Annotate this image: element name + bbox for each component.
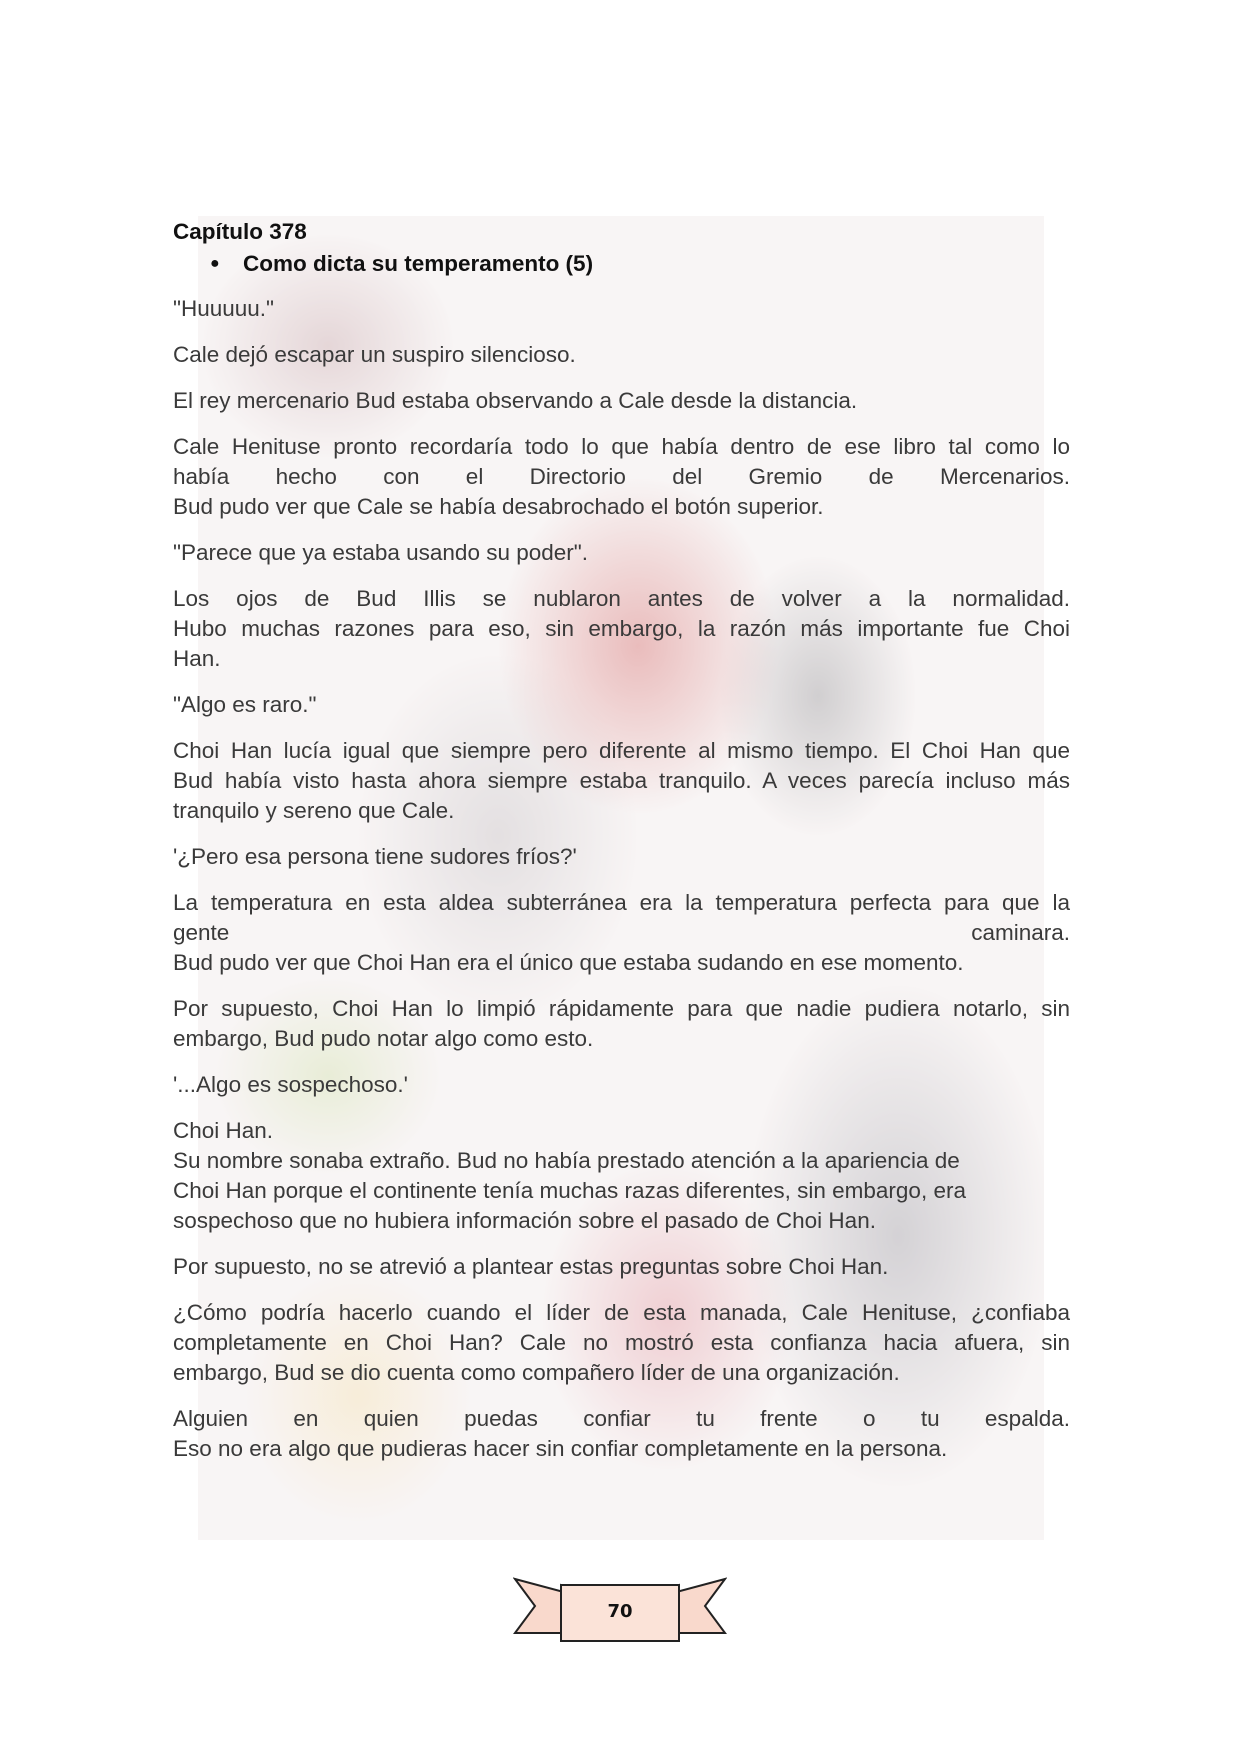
paragraph [173, 690, 1070, 720]
paragraph-line: Eso no era algo que pudieras hacer sin confiar completamente en la persona. [173, 1436, 948, 1461]
paragraph-line: Han. [173, 646, 221, 671]
paragraph [173, 340, 1070, 370]
paragraph-line: completamente en Choi Han? Cale no mostró esta confianza hacia afuera, sin [173, 1330, 1070, 1355]
paragraph-line: Choi Han porque el continente tenía muchas razas diferentes, sin embargo, era [173, 1178, 966, 1203]
paragraph [173, 1252, 1070, 1282]
paragraph-line: embargo, Bud se dio cuenta como compañero líder de una organización. [173, 1360, 900, 1385]
paragraph [173, 386, 1070, 416]
paragraph-line: Los ojos de Bud Illis se nublaron antes de volver a la normalidad. [173, 586, 1070, 611]
paragraph-line: Por supuesto, no se atrevió a plantear estas preguntas sobre Choi Han. [173, 1254, 889, 1279]
paragraph-line: Choi Han lucía igual que siempre pero diferente al mismo tiempo. El Choi Han que [173, 738, 1070, 763]
paragraph [173, 888, 1070, 978]
paragraph [173, 432, 1070, 522]
paragraph [173, 1298, 1070, 1388]
paragraph-line: sospechoso que no hubiera información sobre el pasado de Choi Han. [173, 1208, 876, 1233]
bullet-icon: ● [210, 255, 220, 272]
chapter-subtitle-text: Como dicta su temperamento (5) [243, 251, 594, 276]
paragraph-line: embargo, Bud pudo notar algo como esto. [173, 1026, 594, 1051]
paragraph [173, 736, 1070, 826]
paragraph [173, 842, 1070, 872]
paragraph-line: tranquilo y sereno que Cale. [173, 798, 455, 823]
paragraph-line: Bud había visto hasta ahora siempre estaba tranquilo. A veces parecía incluso más [173, 768, 1070, 793]
paragraph-line: Bud pudo ver que Cale se había desabrochado el botón superior. [173, 494, 824, 519]
paragraph-line: "Algo es raro." [173, 692, 317, 717]
paragraph-line: '...Algo es sospechoso.' [173, 1072, 408, 1097]
chapter-title: Capítulo 378 [173, 219, 307, 244]
paragraph-line: había hecho con el Directorio del Gremio de Mercenarios. [173, 464, 1070, 489]
paragraph-line: Cale dejó escapar un suspiro silencioso. [173, 342, 576, 367]
paragraph-line: El rey mercenario Bud estaba observando a Cale desde la distancia. [173, 388, 858, 413]
paragraph-line: ¿Cómo podría hacerlo cuando el líder de esta manada, Cale Henituse, ¿confiaba [173, 1300, 1070, 1325]
chapter-subtitle [173, 248, 1070, 280]
paragraph [173, 1404, 1070, 1464]
paragraph-line: '¿Pero esa persona tiene sudores fríos?' [173, 844, 577, 869]
paragraph [173, 584, 1070, 674]
paragraph [173, 294, 1070, 324]
page-text [173, 216, 1070, 1480]
page-number: 70 [607, 1601, 633, 1622]
paragraph-line: Su nombre sonaba extraño. Bud no había prestado atención a la apariencia de [173, 1148, 960, 1173]
paragraph-line: Hubo muchas razones para eso, sin embargo, la razón más importante fue Choi [173, 616, 1070, 641]
paragraph-line: "Parece que ya estaba usando su poder". [173, 540, 589, 565]
paragraph [173, 538, 1070, 568]
paragraph-line: Por supuesto, Choi Han lo limpió rápidamente para que nadie pudiera notarlo, sin [173, 996, 1070, 1021]
paragraph [173, 1070, 1070, 1100]
paragraph-line: gente caminara. [173, 920, 1070, 945]
paragraph-line: "Huuuuu." [173, 296, 275, 321]
paragraph-line: Choi Han. [173, 1118, 274, 1143]
paragraph-line: La temperatura en esta aldea subterránea era la temperatura perfecta para que la [173, 890, 1070, 915]
paragraph-line: Alguien en quien puedas confiar tu frente o tu espalda. [173, 1406, 1070, 1431]
paragraph-line: Cale Henituse pronto recordaría todo lo que había dentro de ese libro tal como lo [173, 434, 1070, 459]
paragraph-line: Bud pudo ver que Choi Han era el único que estaba sudando en ese momento. [173, 950, 964, 975]
paragraph [173, 1116, 1070, 1236]
paragraph [173, 994, 1070, 1054]
